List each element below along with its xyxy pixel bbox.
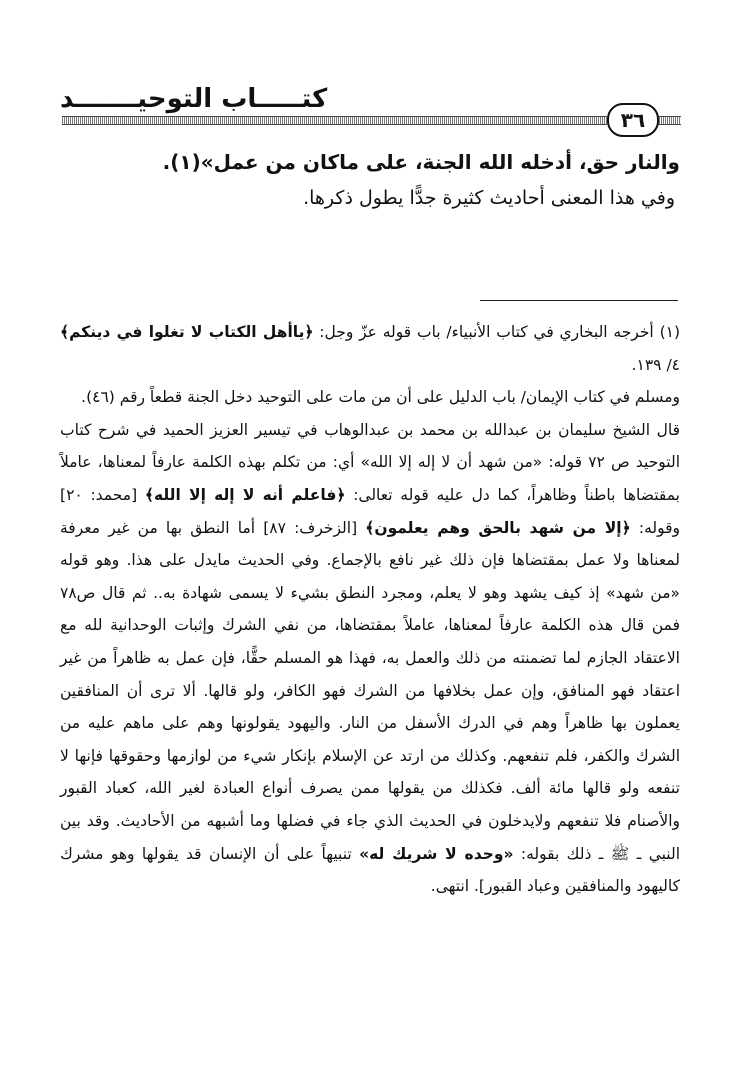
- footnote-text: [محمد: ٢٠] وقوله:: [60, 485, 681, 537]
- hadith-quote: «وحده لا شريك له»: [359, 844, 514, 863]
- quran-quote: ﴿ياأهل الكتاب لا تغلوا في دينكم﴾: [60, 323, 314, 341]
- quran-quote: ﴿فاعلم أنه لا إله إلا الله﴾: [144, 485, 346, 504]
- footnote-1-para-3: [60, 414, 680, 903]
- header-rule: [62, 116, 607, 125]
- footnote-text: تنبيهاً على أن الإنسان قد يقولها وهو مشرك كاليهود والمنافقين وعباد القبور]. انتهى.: [60, 844, 680, 896]
- footnote-text: ٤/ ١٣٩.: [631, 355, 680, 374]
- footnote-1-para-2: ومسلم في كتاب الإيمان/ باب الدليل على أن من مات على التوحيد دخل الجنة قطعاً رقم (٤٦).: [81, 388, 680, 407]
- footnote-1-para-1: [60, 316, 680, 381]
- footnote-text: قال الشيخ سليمان بن عبدالله بن محمد بن عبدالوهاب في تيسير العزيز الحميد في شرح كتاب التوحيد ص ٧٢ قوله: «من شهد أن لا إله إلا الله» أي: من تكلم بهذه الكلمة عارفاً لمعناها، عاملاً بمقتضاها باطناً وظاهراً، كما دل عليه قوله تعالى:: [60, 420, 681, 504]
- page-number: ٣٦: [607, 103, 659, 137]
- footnote-marker: (١): [659, 323, 681, 341]
- main-text-line-2: وفي هذا المعنى أحاديث كثيرة جدًّا يطول ذكرها.: [303, 187, 675, 209]
- footnote-text: أخرجه البخاري في كتاب الأنبياء/ باب قوله عزّ وجل:: [313, 323, 654, 341]
- footnote-text: [الزخرف: ٨٧] أما النطق بها من غير معرفة لمعناها ولا عمل بمقتضاها فإن ذلك غير نافع بالإجماع. وفي الحديث مايدل على هذا. وهو قوله «من شهد» إذ كيف يشهد وهو لا يعلم، ومجرد النطق بشيء لا يسمى شهادة به.. ثم قال ص٧٨ فمن قال هذه الكلمة عارفاً لمعناها، عاملاً بمقتضاها، من نفي الشرك وإثبات الوحدانية لله مع الاعتقاد الجازم لما تضمنته من ذلك والعمل به، فهذا هو المسلم حقًّا، فإن عمل به ظاهراً من غير اعتقاد فهو المنافق، وإن عمل بخلافها من الشرك فهو الكافر، ولو قالها. ألا ترى أن المنافقين يعملون بها ظاهراً وهم في الدرك الأسفل من النار. واليهود يقولونها وهم على ماهم عليه من الشرك والكفر، فلم تنفعهم. وكذلك من ارتد عن الإسلام بإنكار شيء من لوازمها وحقوقها فإنها لا تنفعه ولو قالها مائة ألف. فكذلك من يقولها ممن يصرف أنواع العبادة لغير الله، كعباد القبور والأصنام فلا تنفعهم ولايدخلون في الحديث الذي جاء في فضلها وما أشبهه من الأحاديث. وقد بين النبي ـ ﷺ ـ ذلك بقوله:: [60, 518, 680, 863]
- main-text-line-1: والنار حق، أدخله الله الجنة، على ماكان من عمل»(١).: [162, 150, 680, 174]
- footnotes: [60, 316, 680, 903]
- footnote-separator: [480, 300, 678, 301]
- quran-quote: ﴿إلا من شهد بالحق وهم يعلمون﴾: [365, 518, 631, 537]
- running-header-title: كتـــــاب التوحيـــــــد: [60, 84, 328, 114]
